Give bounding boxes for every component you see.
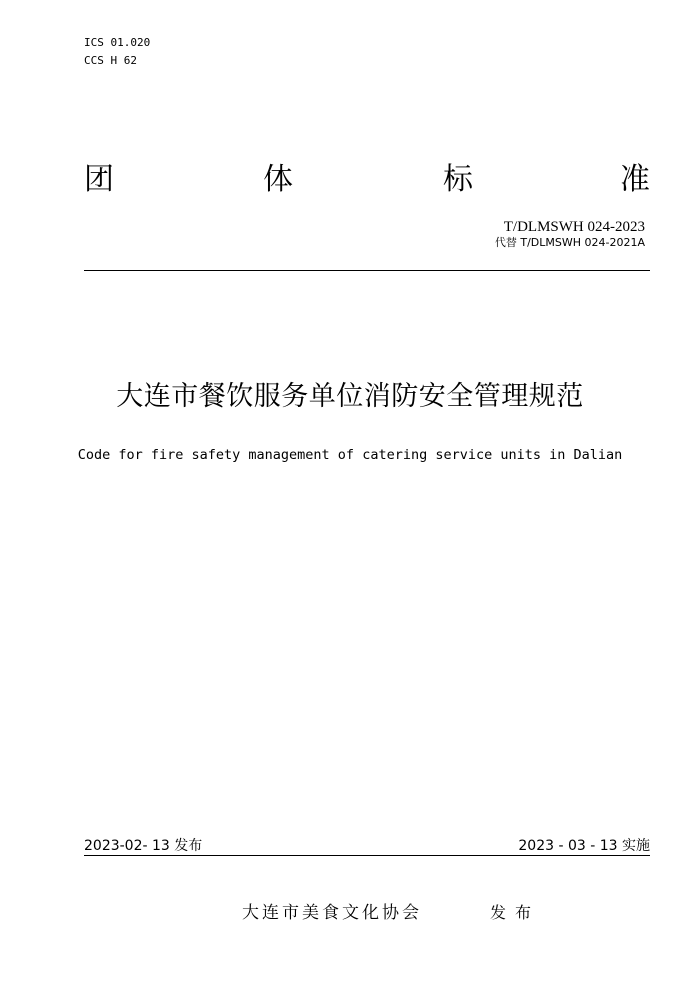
ics-code: ICS 01.020	[84, 36, 151, 49]
bottom-divider	[84, 855, 650, 856]
ccs-code: CCS H 62	[84, 54, 137, 67]
implementation-date: 2023 - 03 - 13 实施	[518, 838, 650, 854]
document-title-english: Code for fire safety management of catering service units in Dalian	[77, 447, 623, 463]
document-title-chinese: 大连市餐饮服务单位消防安全管理规范	[116, 381, 584, 412]
standard-kind-char: 团	[84, 162, 114, 197]
replaces-standard: 代替 T/DLMSWH 024-2021A	[494, 236, 645, 249]
top-divider	[84, 270, 650, 271]
issue-date: 2023-02- 13 发布	[84, 838, 203, 854]
standard-kind-char: 标	[443, 162, 473, 197]
standard-number: T/DLMSWH 024-2023	[503, 219, 645, 235]
release-label: 发布	[490, 903, 541, 922]
issuing-organization: 大连市美食文化协会	[242, 903, 422, 923]
standard-kind-char: 准	[620, 162, 650, 197]
standard-kind-char: 体	[263, 162, 293, 197]
